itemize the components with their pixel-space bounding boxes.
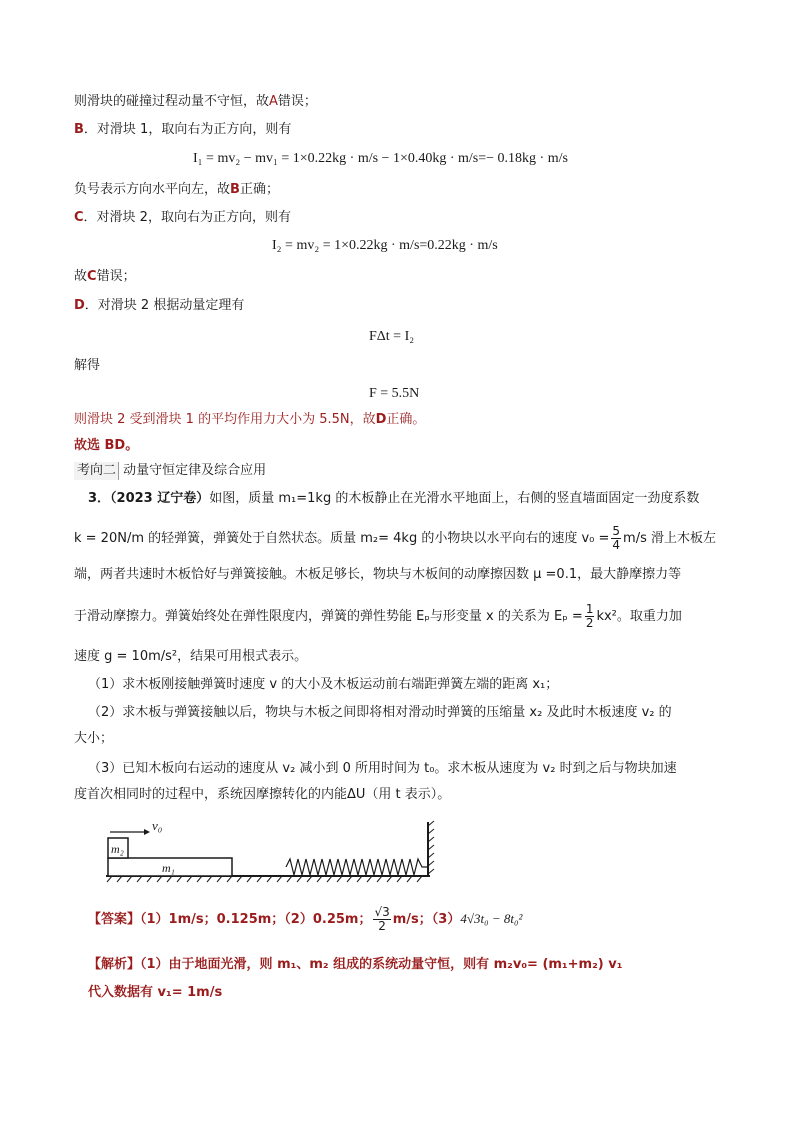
answer-expression: 4√3t₀ − 8t₀²	[460, 911, 523, 926]
option-b-text: ．对滑块 1，取向右为正方向，则有	[83, 122, 292, 137]
question-2-line: （2）求木板与弹簧接触以后，物块与木板之间即将相对滑动时弹簧的压缩量 x₂ 及此时木板速度 v₂ 的	[88, 705, 672, 720]
equation-4: F = 5.5N	[369, 386, 420, 401]
problem-text: k = 20N/m 的轻弹簧，弹簧处于自然状态。质量 m₂= 4kg 的小物块以水平向右的速度 v₀ =	[74, 531, 610, 546]
m1-label: m₁	[162, 861, 175, 875]
problem-line	[74, 486, 722, 512]
answer-part: m/s；（3）	[392, 912, 461, 927]
fraction	[585, 603, 595, 630]
option-d-label: D	[74, 298, 85, 313]
option-c-line	[74, 209, 291, 227]
option-c-label: C	[74, 210, 84, 225]
option-letter: C	[87, 269, 97, 284]
text-segment: 则滑块 2 受到滑块 1 的平均作用力大小为 5.5N，故	[74, 412, 376, 427]
answer-line	[88, 904, 522, 935]
problem-paragraph	[74, 486, 722, 512]
fraction	[611, 525, 621, 552]
text-segment: 错误；	[96, 269, 136, 284]
physics-figure	[100, 818, 440, 888]
problem-text: m/s 滑上木板左	[623, 531, 716, 546]
text-segment: 错误；	[277, 94, 317, 109]
fraction-denominator: 2	[378, 919, 386, 933]
problem-line	[74, 524, 722, 554]
question-2-line: 大小；	[74, 731, 114, 746]
option-d-text: ．对滑块 2 根据动量定理有	[84, 298, 245, 313]
analysis-text: （1）由于地面光滑，则 m₁、m₂ 组成的系统动量守恒，则有 m₂v₀= (m₁+m₂) v₁	[140, 957, 623, 972]
problem-line: 端，两者共速时木板恰好与弹簧接触。木板足够长，物块与木板间的动摩擦因数 μ =0.1，最大静摩擦力等	[74, 567, 682, 582]
option-letter: A	[269, 94, 278, 109]
fraction-numerator: √3	[374, 905, 390, 919]
problem-number: 3．（2023 辽宁卷）	[88, 491, 210, 506]
problem-text: 如图，质量 m₁=1kg 的木板静止在光滑水平地面上，右侧的竖直墙面固定一劲度系数	[209, 491, 700, 506]
section-tag: 考向二	[74, 462, 119, 480]
fraction-denominator: 2	[585, 616, 594, 630]
text-segment: 正确；	[239, 182, 279, 197]
answer-choice-line: 故选 BD。	[74, 438, 139, 453]
text-line	[74, 268, 136, 286]
spring	[286, 859, 428, 875]
problem-line	[74, 602, 722, 632]
option-b-line	[74, 121, 291, 139]
equation-2: I₂ = mv₂ = 1×0.22kg · m/s=0.22kg · m/s	[272, 238, 498, 253]
fraction-numerator: 5	[612, 524, 621, 538]
analysis-label: 【解析】	[88, 957, 141, 972]
question-3-line: （3）已知木板向右运动的速度从 v₂ 减小到 0 所用时间为 t₀。求木板从速度为 v₂ 时到之后与物块加速	[88, 761, 677, 776]
problem-text: 于滑动摩擦力。弹簧始终处在弹性限度内，弹簧的弹性势能 Eₚ与形变量 x 的关系为 Eₚ =	[74, 609, 583, 624]
arrow-head	[144, 829, 150, 835]
fraction-denominator: 4	[612, 538, 621, 552]
analysis-line-2: 代入数据有 v₁= 1m/s	[88, 985, 223, 1000]
problem-line: 速度 g = 10m/s²，结果可用根式表示。	[74, 649, 308, 664]
answer-label: 【答案】	[88, 912, 141, 927]
text-segment: 则滑块的碰撞过程动量不守恒，故	[74, 94, 270, 109]
m2-label: m₂	[111, 842, 124, 856]
equation-1: I₁ = mv₂ − mv₁ = 1×0.22kg · m/s − 1×0.40kg · m/s=− 0.18kg · m/s	[193, 151, 568, 166]
fraction-numerator: 1	[585, 602, 594, 616]
question-3-line: 度首次相同时的过程中，系统因摩擦转化的内能ΔU（用 t 表示）。	[74, 787, 451, 802]
text-line	[74, 93, 317, 111]
answer-fraction	[373, 906, 390, 933]
v0-label: v₀	[152, 818, 163, 833]
answer-part: （1）1m/s；0.125m；（2）0.25m；	[140, 912, 372, 927]
text-segment: 负号表示方向水平向左，故	[74, 182, 231, 197]
section-header	[74, 462, 266, 480]
option-b-label: B	[74, 122, 84, 137]
option-d-line	[74, 297, 244, 315]
option-letter: D	[375, 412, 387, 427]
text-line	[74, 181, 279, 199]
section-title: 动量守恒定律及综合应用	[123, 463, 267, 478]
text-line: 解得	[74, 358, 101, 373]
conclusion-line	[74, 411, 425, 429]
text-segment: 故	[74, 269, 88, 284]
problem-text: kx²。取重力加	[596, 609, 682, 624]
equation-3: FΔt = I₂	[369, 329, 415, 344]
analysis-line	[88, 956, 622, 974]
option-letter: B	[230, 182, 240, 197]
text-segment: 正确。	[386, 412, 426, 427]
option-c-text: ．对滑块 2，取向右为正方向，则有	[83, 210, 291, 225]
question-1: （1）求木板刚接触弹簧时速度 v 的大小及木板运动前右端距弹簧左端的距离 x₁；	[88, 677, 559, 692]
